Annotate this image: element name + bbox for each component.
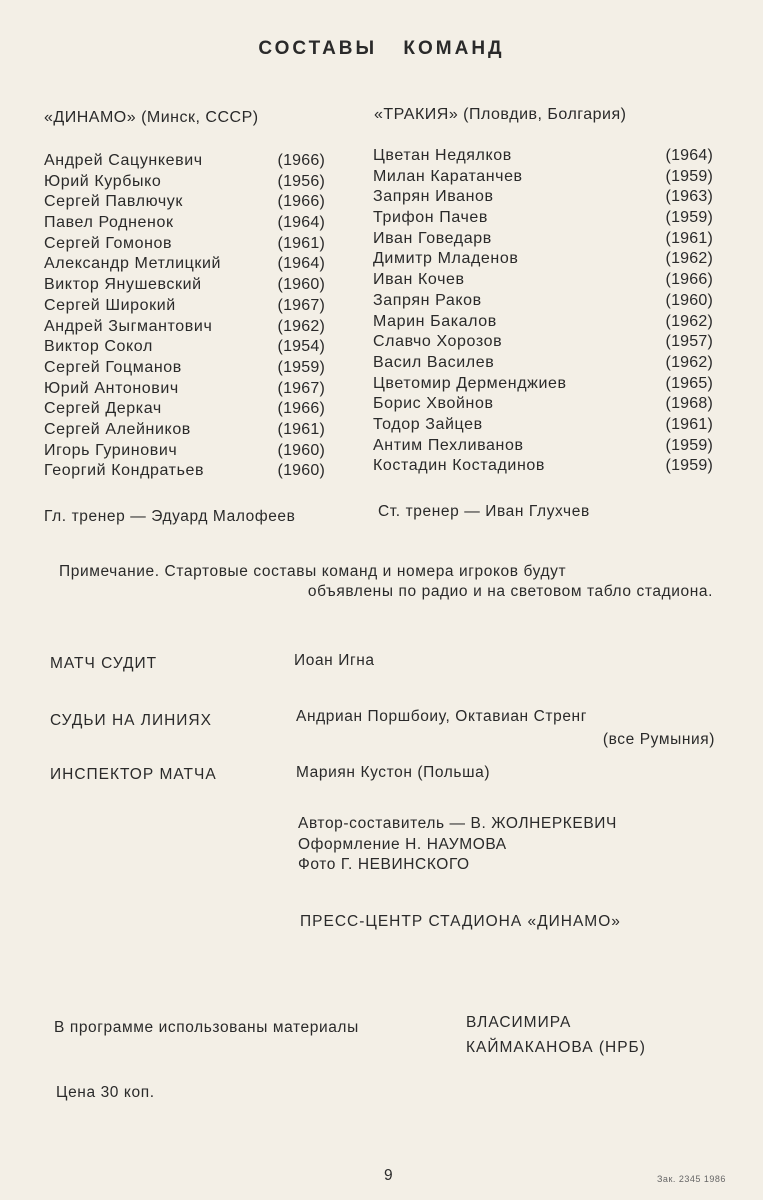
credits-photo: Фото Г. НЕВИНСКОГО: [298, 856, 470, 873]
linesmen-note: (все Румыния): [602, 731, 715, 748]
player-name: Виктор Янушевский: [44, 276, 202, 294]
player-row: [373, 187, 713, 208]
player-birth-year: (1966): [665, 271, 713, 289]
print-code: Зак. 2345 1986: [657, 1174, 726, 1184]
player-birth-year: (1961): [277, 420, 325, 438]
player-row: [373, 146, 713, 167]
player-birth-year: (1956): [277, 172, 325, 190]
player-birth-year: (1957): [665, 333, 713, 351]
player-name: Сергей Гоцманов: [44, 358, 182, 376]
player-row: [373, 291, 713, 312]
player-birth-year: (1966): [277, 152, 325, 169]
player-row: [44, 317, 325, 338]
player-row: [373, 456, 713, 477]
player-birth-year: (1966): [277, 400, 325, 418]
player-row: [44, 358, 325, 379]
player-row: [373, 394, 713, 415]
press-center: ПРЕСС-ЦЕНТР СТАДИОНА «ДИНАМО»: [300, 913, 621, 930]
inspector-value: Мариян Кустон (Польша): [296, 764, 491, 781]
linesmen-value: Андриан Поршбоиу, Октавиан Стренг: [296, 708, 587, 725]
player-row: [44, 172, 325, 193]
player-name: Георгий Кондратьев: [44, 462, 205, 480]
inspector-label: ИНСПЕКТОР МАТЧА: [50, 766, 217, 783]
player-name: Сергей Павлючук: [44, 193, 183, 211]
page-number: 9: [384, 1167, 394, 1184]
player-row: [373, 249, 713, 270]
player-birth-year: (1962): [665, 353, 713, 371]
player-birth-year: (1963): [665, 188, 713, 206]
player-row: [44, 379, 325, 400]
player-birth-year: (1959): [277, 358, 325, 376]
player-row: [373, 436, 713, 457]
player-birth-year: (1967): [277, 296, 325, 314]
player-row: [44, 337, 325, 358]
player-row: [44, 441, 325, 462]
page-title: СОСТАВЫ КОМАНД: [258, 38, 505, 59]
player-row: [44, 399, 325, 420]
team-2-heading: «ТРАКИЯ» (Пловдив, Болгария): [374, 106, 627, 123]
player-row: [373, 374, 713, 395]
player-birth-year: (1964): [665, 147, 713, 164]
player-birth-year: (1961): [665, 229, 713, 247]
player-row: [373, 229, 713, 250]
player-name: Иван Кочев: [373, 271, 465, 289]
player-row: [373, 312, 713, 333]
player-birth-year: (1962): [277, 317, 325, 335]
team-1-coach: Гл. тренер — Эдуард Малофеев: [44, 508, 296, 525]
player-name: Виктор Сокол: [44, 338, 153, 356]
player-row: [44, 296, 325, 317]
player-row: [373, 167, 713, 188]
player-birth-year: (1960): [665, 291, 713, 309]
player-birth-year: (1961): [277, 234, 325, 252]
player-birth-year: (1954): [277, 338, 325, 356]
player-row: [44, 234, 325, 255]
team-2-coach: Ст. тренер — Иван Глухчев: [378, 503, 590, 520]
player-name: Трифон Пачев: [373, 209, 489, 227]
player-name: Марин Бакалов: [373, 312, 497, 330]
note-line-2: объявлены по радио и на световом табло стадиона.: [307, 583, 713, 600]
player-name: Запрян Иванов: [373, 188, 494, 206]
player-name: Милан Каратанчев: [373, 167, 523, 185]
player-name: Тодор Зайцев: [373, 415, 483, 433]
player-birth-year: (1964): [277, 214, 325, 232]
player-name: Юрий Антонович: [44, 379, 179, 397]
materials-author-line-1: ВЛАСИМИРА: [466, 1014, 572, 1031]
player-birth-year: (1967): [277, 379, 325, 397]
player-name: Костадин Костадинов: [373, 457, 545, 475]
player-birth-year: (1960): [277, 276, 325, 294]
player-row: [44, 213, 325, 234]
player-birth-year: (1960): [277, 462, 325, 480]
player-birth-year: (1961): [665, 415, 713, 433]
player-name: Запрян Раков: [373, 291, 482, 309]
player-name: Цветомир Дерменджиев: [373, 374, 567, 392]
player-name: Сергей Деркач: [44, 400, 162, 418]
player-birth-year: (1959): [665, 436, 713, 454]
player-birth-year: (1959): [665, 167, 713, 185]
player-birth-year: (1962): [665, 312, 713, 330]
credits-author: Автор-составитель — В. ЖОЛНЕРКЕВИЧ: [298, 815, 617, 832]
referee-value: Иоан Игна: [294, 652, 375, 669]
credits-design: Оформление Н. НАУМОВА: [298, 836, 507, 853]
team-1-heading: «ДИНАМО» (Минск, СССР): [44, 109, 259, 126]
player-birth-year: (1960): [277, 441, 325, 459]
player-row: [373, 415, 713, 436]
player-row: [44, 151, 325, 172]
player-name: Игорь Гуринович: [44, 441, 178, 459]
note-line-1: Примечание. Стартовые составы команд и номера игроков будут: [59, 563, 567, 580]
player-birth-year: (1962): [665, 250, 713, 268]
player-name: Васил Василев: [373, 353, 495, 371]
player-row: [44, 275, 325, 296]
player-name: Павел Родненок: [44, 214, 174, 232]
materials-label: В программе использованы материалы: [54, 1019, 359, 1036]
player-row: [373, 332, 713, 353]
team-1-roster: [44, 151, 325, 482]
player-name: Андрей Зыгмантович: [44, 317, 213, 335]
player-name: Цветан Недялков: [373, 147, 512, 164]
player-birth-year: (1959): [665, 457, 713, 475]
player-birth-year: (1959): [665, 209, 713, 227]
player-row: [373, 208, 713, 229]
player-row: [373, 353, 713, 374]
team-2-roster: [373, 146, 713, 477]
player-row: [373, 270, 713, 291]
referee-label: МАТЧ СУДИТ: [50, 655, 158, 672]
price: Цена 30 коп.: [56, 1084, 155, 1101]
linesmen-label: СУДЬИ НА ЛИНИЯХ: [50, 712, 212, 729]
player-name: Славчо Хорозов: [373, 333, 503, 351]
player-birth-year: (1966): [277, 193, 325, 211]
player-name: Александр Метлицкий: [44, 255, 222, 273]
player-name: Антим Пехливанов: [373, 436, 524, 454]
player-birth-year: (1968): [665, 395, 713, 413]
player-name: Иван Говедарв: [373, 229, 492, 247]
player-row: [44, 420, 325, 441]
player-name: Борис Хвойнов: [373, 395, 494, 413]
player-row: [44, 192, 325, 213]
player-name: Сергей Широкий: [44, 296, 176, 314]
player-row: [44, 461, 325, 482]
player-name: Сергей Алейников: [44, 420, 191, 438]
player-name: Андрей Сацункевич: [44, 152, 203, 169]
player-name: Димитр Младенов: [373, 250, 519, 268]
materials-author-line-2: КАЙМАКАНОВА (НРБ): [466, 1039, 646, 1056]
player-birth-year: (1965): [665, 374, 713, 392]
player-name: Юрий Курбыко: [44, 172, 162, 190]
player-name: Сергей Гомонов: [44, 234, 173, 252]
player-birth-year: (1964): [277, 255, 325, 273]
player-row: [44, 254, 325, 275]
